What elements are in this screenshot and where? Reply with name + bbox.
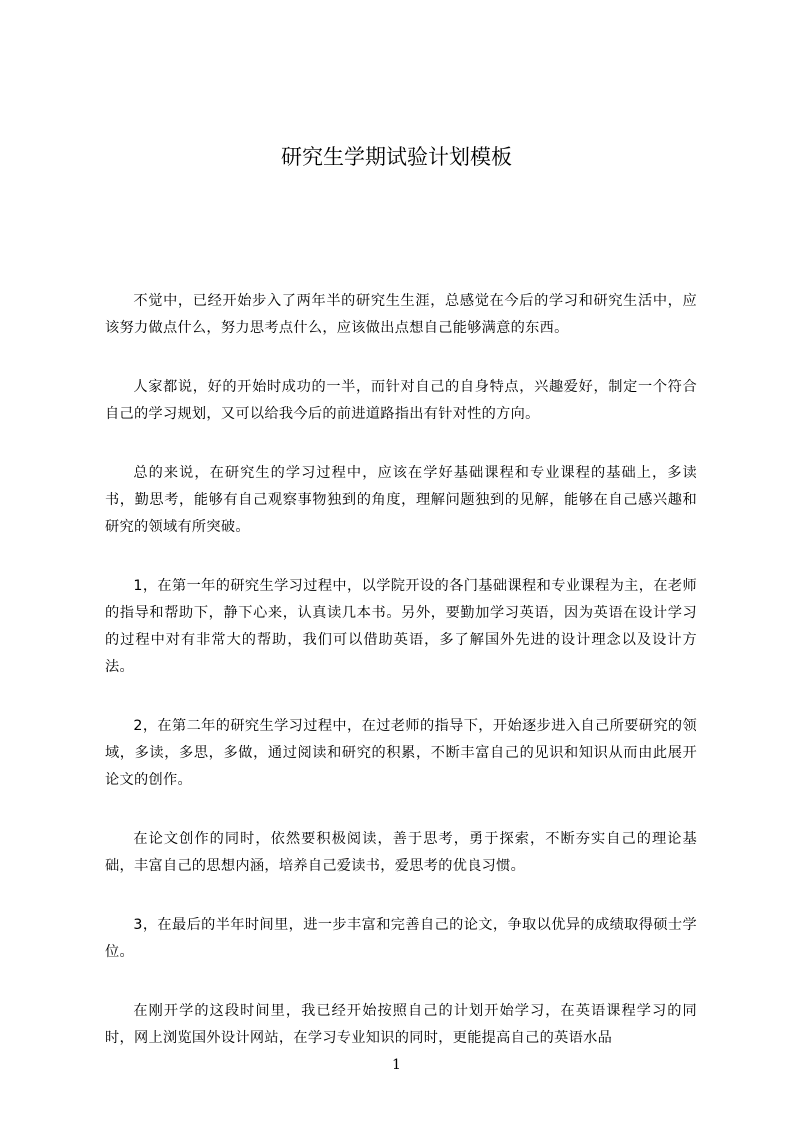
document-title: 研究生学期试验计划模板 — [281, 145, 512, 169]
paragraph-5: 2，在第二年的研究生学习过程中，在过老师的指导下，开始逐步进入自己所要研究的领域，多读，多思，多做，通过阅读和研究的积累，不断丰富自己的见识和知识从而由此展开论文的创作。 — [105, 718, 697, 788]
paragraph-7: 3，在最后的半年时间里，进一步丰富和完善自己的论文，争取以优异的成绩取得硕士学位。 — [105, 917, 697, 960]
paragraph-3: 总的来说，在研究生的学习过程中，应该在学好基础课程和专业课程的基础上，多读书，勤思考，能够有自己观察事物独到的角度，理解问题独到的见解，能够在自己感兴趣和研究的领域有所突破。 — [105, 465, 697, 535]
document-body — [105, 288, 697, 1084]
paragraph-8: 在刚开学的这段时间里，我已经开始按照自己的计划开始学习，在英语课程学习的同时，网上浏览国外设计网站，在学习专业知识的同时，更能提高自己的英语水品 — [105, 1003, 697, 1046]
paragraph-4: 1，在第一年的研究生学习过程中，以学院开设的各门基础课程和专业课程为主，在老师的指导和帮助下，静下心来，认真读几本书。另外，要勤加学习英语，因为英语在设计学习的过程中对有非常大的帮助，我们可以借助英语，多了解国外先进的设计理念以及设计方法。 — [105, 578, 697, 675]
page-number: 1 — [392, 1057, 401, 1073]
paragraph-2: 人家都说，好的开始时成功的一半，而针对自己的自身特点，兴趣爱好，制定一个符合自己的学习规划，又可以给我今后的前进道路指出有针对性的方向。 — [105, 379, 697, 422]
paragraph-1: 不觉中，已经开始步入了两年半的研究生生涯，总感觉在今后的学习和研究生活中，应该努力做点什么，努力思考点什么，应该做出点想自己能够满意的东西。 — [105, 293, 697, 336]
paragraph-6: 在论文创作的同时，依然要积极阅读，善于思考，勇于探索，不断夯实自己的理论基础，丰富自己的思想内涵，培养自己爱读书，爱思考的优良习惯。 — [105, 831, 697, 874]
